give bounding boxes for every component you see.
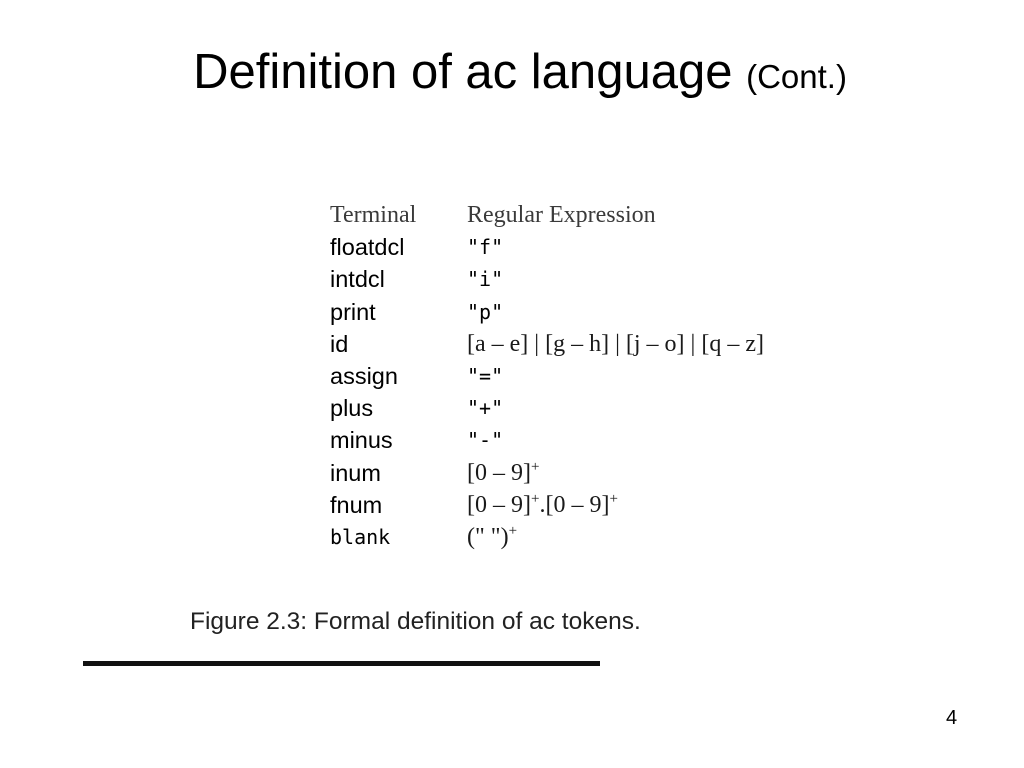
regex-cell: "-" [467,428,504,453]
page-number: 4 [946,707,958,729]
terminal-cell: blank [330,524,391,549]
regex-cell: "=" [467,363,504,388]
title-suffix: (Cont.) [746,58,847,95]
terminal-cell: plus [330,395,374,422]
regex-cell [467,457,539,489]
regex-base: (" ") [467,523,509,550]
regex-superscript: + [530,490,540,507]
regex-cell: "+" [467,396,504,421]
header-regex: Regular Expression [467,202,656,228]
terminal-cell: print [330,298,376,325]
terminal-cell: assign [330,362,398,389]
regex-base: [0 – 9] [467,459,531,486]
regex-cell: [a – e] | [g – h] | [j – o] | [q – z] [467,330,764,357]
terminal-cell: inum [330,459,381,486]
terminal-cell: floatdcl [330,234,405,261]
regex-superscript: + [530,458,540,475]
regex-cell [467,521,517,553]
title-text: Definition of ac language [193,45,733,99]
regex-cell [467,489,618,521]
figure-caption: Figure 2.3: Formal definition of ac tokens. [190,608,641,635]
horizontal-rule [83,661,600,666]
regex-superscript: + [508,522,518,539]
regex-part-a: [0 – 9] [467,491,531,518]
terminal-cell: fnum [330,491,383,518]
slide-title [0,40,1024,109]
terminal-cell: id [330,330,349,357]
regex-cell: "i" [467,267,504,292]
terminal-cell: intdcl [330,266,385,293]
regex-cell: "f" [467,235,504,260]
terminal-cell: minus [330,427,393,454]
regex-cell: "p" [467,299,504,324]
header-terminal: Terminal [330,202,417,228]
regex-superscript: + [609,490,618,507]
regex-part-b: .[0 – 9] [539,491,610,518]
